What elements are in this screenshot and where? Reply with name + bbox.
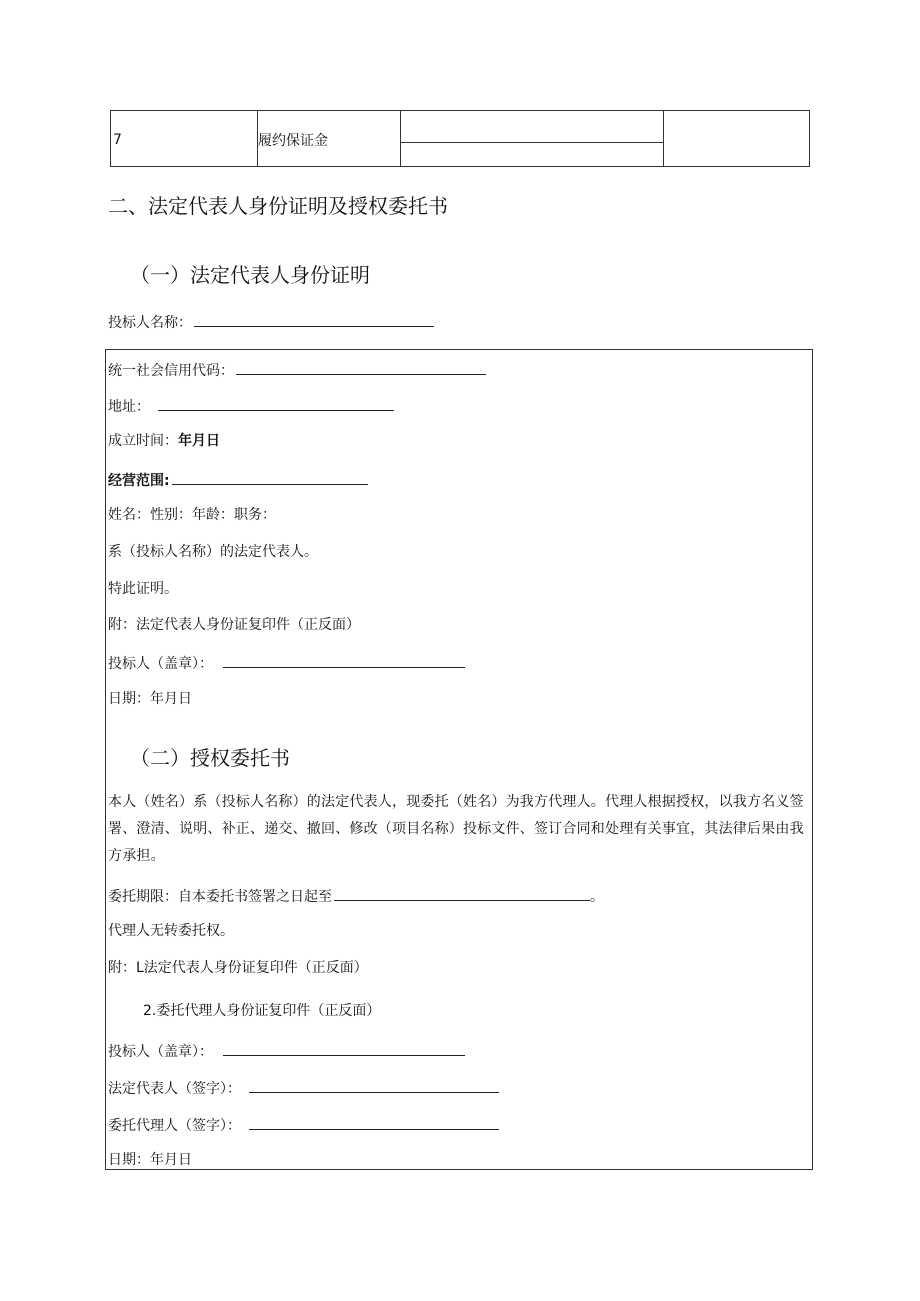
credit-code-line <box>108 360 486 380</box>
address-line <box>108 396 394 416</box>
bidder-name-label: 投标人名称： <box>108 315 192 331</box>
table-row-label: 履约保证金 <box>258 133 328 149</box>
scope-blank[interactable] <box>172 470 368 485</box>
agent-sign-line <box>108 1115 499 1135</box>
credit-code-label: 统一社会信用代码： <box>108 363 234 379</box>
bidder-seal-blank[interactable] <box>223 653 465 668</box>
agent-sign-blank[interactable] <box>249 1115 499 1130</box>
scope-line <box>108 470 368 490</box>
legal-rep-sign-line <box>108 1078 499 1098</box>
date-line: 日期：年月日 <box>108 691 192 707</box>
is-rep-line: 系（投标人名称）的法定代表人。 <box>108 544 318 560</box>
bidder-seal-line-2 <box>108 1041 465 1061</box>
bid-items-table <box>110 110 810 167</box>
established-label: 成立时间： <box>108 433 178 449</box>
legal-rep-sign-label: 法定代表人（签字）： <box>108 1081 241 1097</box>
term-label: 委托期限：自本委托书签署之日起至 <box>108 889 332 905</box>
certify-line: 特此证明。 <box>108 581 178 597</box>
bidder-seal-line <box>108 653 465 673</box>
no-sub-line: 代理人无转委托权。 <box>108 923 234 939</box>
credit-code-blank[interactable] <box>236 360 486 375</box>
attach2-line: 2.委托代理人身份证复印件（正反面） <box>143 1003 381 1019</box>
table-row-number: 7 <box>113 132 122 148</box>
term-line <box>108 886 604 906</box>
address-blank[interactable] <box>158 396 394 411</box>
table-divider <box>400 111 401 166</box>
table-divider <box>400 142 663 143</box>
bidder-seal-label: 投标人（盖章）： <box>108 656 213 672</box>
attach1-line: 附：L法定代表人身份证复印件（正反面） <box>108 960 368 976</box>
agent-sign-label: 委托代理人（签字）： <box>108 1118 241 1134</box>
date-line-2: 日期：年月日 <box>108 1152 192 1168</box>
established-line <box>108 432 220 450</box>
attach-line: 附：法定代表人身份证复印件（正反面） <box>108 617 360 633</box>
bidder-seal-blank-2[interactable] <box>223 1041 465 1056</box>
subsection-title-authorization: （二）授权委托书 <box>130 746 290 770</box>
term-blank[interactable] <box>334 886 590 901</box>
table-divider <box>663 111 664 166</box>
subsection-title-legal-rep: （一）法定代表人身份证明 <box>130 263 370 287</box>
bidder-name-blank[interactable] <box>194 312 434 327</box>
bidder-seal-label-2: 投标人（盖章）： <box>108 1044 213 1060</box>
address-label: 地址： <box>108 399 150 415</box>
person-line: 姓名：性别：年龄：职务： <box>108 507 276 523</box>
section-title: 二、法定代表人身份证明及授权委托书 <box>108 194 448 218</box>
bidder-name-line <box>108 312 434 332</box>
scope-label: 经营范围: <box>108 473 170 489</box>
established-value: 年月日 <box>178 433 220 449</box>
legal-rep-sign-blank[interactable] <box>249 1078 499 1093</box>
term-end: 。 <box>590 889 604 905</box>
authorization-body: 本人（姓名）系（投标人名称）的法定代表人，现委托（姓名）为我方代理人。代理人根据授权，以我方名义签署、澄清、说明、补正、递交、撤回、修改（项目名称）投标文件、签订合同和处理有关事宜，其法律后果由我方承担。 <box>108 794 804 864</box>
